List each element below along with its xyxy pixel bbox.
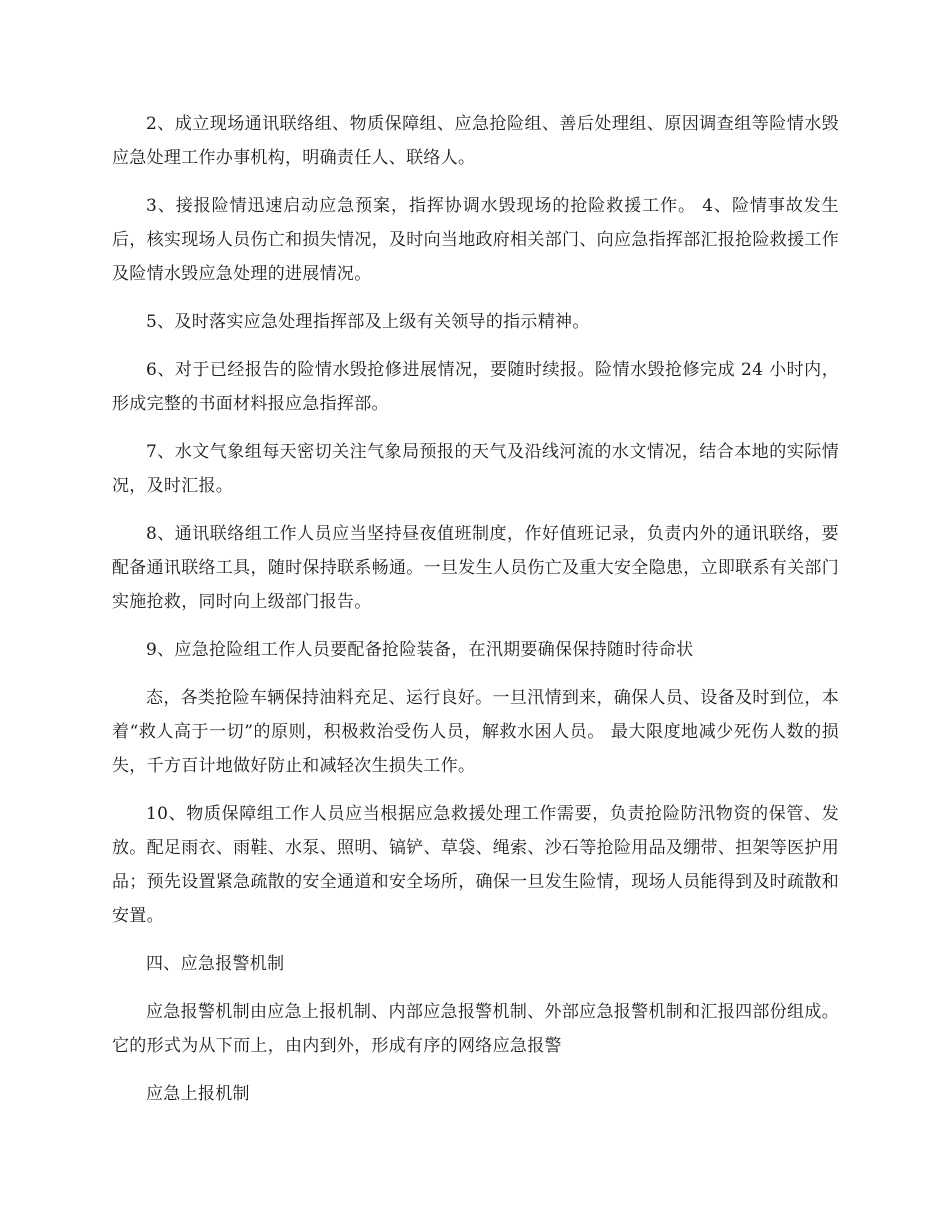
paragraph-item-9-continued: 态，各类抢险车辆保持油料充足、运行良好。一旦汛情到来，确保人员、设备及时到位，本着“救人高于一切”的原则，积极救治受伤人员，解救水困人员。 最大限度地减少死伤人数的损失，千方百计地做好防止和减轻次生损失工作。 (112, 688, 839, 776)
paragraph-item-3-4: 3、接报险情迅速启动应急预案，指挥协调水毁现场的抢险救援工作。 4、险情事故发生后，核实现场人员伤亡和损失情况，及时向当地政府相关部门、向应急指挥部汇报抢险救援工作及险情水毁应急处理的进展情况。 (112, 196, 839, 284)
section-intro-paragraph: 应急报警机制由应急上报机制、内部应急报警机制、外部应急报警机制和汇报四部份组成。它的形式为从下而上，由内到外，形成有序的网络应急报警 (112, 1002, 839, 1056)
paragraph-item-9: 9、应急抢险组工作人员要配备抢险装备，在汛期要确保保持随时待命状 (146, 640, 694, 660)
paragraph-item-8: 8、通讯联络组工作人员应当坚持昼夜值班制度，作好值班记录，负责内外的通讯联络，要配备通讯联络工具，随时保持联系畅通。一旦发生人员伤亡及重大安全隐患，立即联系有关部门实施抢救，同时向上级部门报告。 (112, 524, 839, 612)
section-heading: 四、应急报警机制 (146, 954, 285, 974)
paragraph-item-10: 10、物质保障组工作人员应当根据应急救援处理工作需要，负责抢险防汛物资的保管、发放。配足雨衣、雨鞋、水泵、照明、镐铲、草袋、绳索、沙石等抢险用品及绷带、担架等医护用品；预先设置紧急疏散的安全通道和安全场所，确保一旦发生险情，现场人员能得到及时疏散和安置。 (112, 804, 839, 926)
paragraph-item-7: 7、水文气象组每天密切关注气象局预报的天气及沿线河流的水文情况，结合本地的实际情况，及时汇报。 (112, 442, 839, 496)
paragraph-item-5: 5、及时落实应急处理指挥部及上级有关领导的指示精神。 (146, 312, 590, 332)
subsection-heading: 应急上报机制 (146, 1084, 250, 1104)
document-body (112, 107, 839, 1125)
paragraph-item-6: 6、对于已经报告的险情水毁抢修进展情况，要随时续报。险情水毁抢修完成 24 小时内，形成完整的书面材料报应急指挥部。 (112, 360, 839, 414)
paragraph-item-2: 2、成立现场通讯联络组、物质保障组、应急抢险组、善后处理组、原因调查组等险情水毁应急处理工作办事机构，明确责任人、联络人。 (112, 114, 839, 168)
